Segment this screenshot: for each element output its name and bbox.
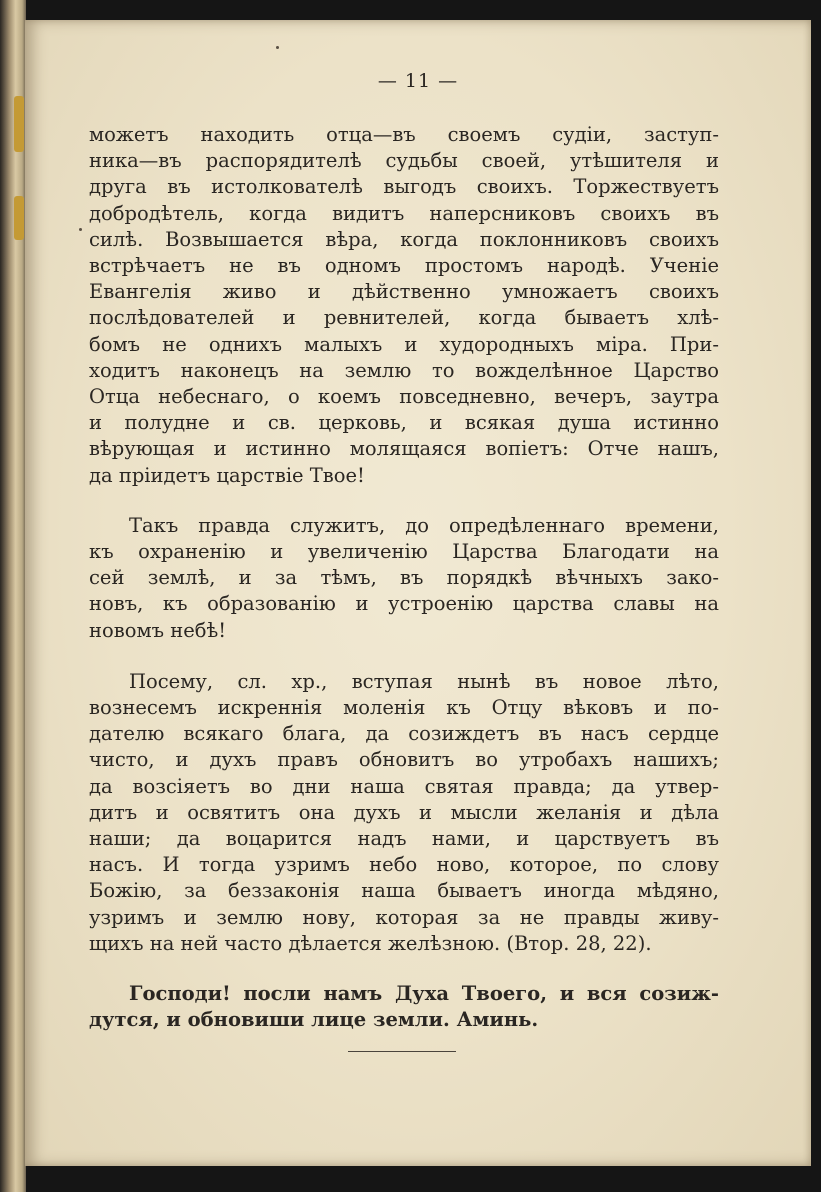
- paper-speck: [276, 46, 279, 49]
- text-line: Евангелія живо и дѣйственно умножаетъ своихъ: [89, 280, 719, 304]
- previous-page-edge: [0, 0, 26, 1192]
- closing-prayer: [89, 981, 719, 1033]
- text-line: новомъ небѣ!: [89, 618, 227, 642]
- paragraph-3: [89, 669, 719, 957]
- text-line: дутся, и обновиши лице земли. Аминь.: [89, 1008, 539, 1032]
- end-rule: [348, 1051, 456, 1052]
- text-line: Отца небеснаго, о коемъ повседневно, вечеръ, заутра: [89, 385, 719, 409]
- paragraph-1: [89, 122, 719, 489]
- book-page: [25, 20, 811, 1166]
- text-line: и полудне и св. церковь, и всякая душа истинно: [89, 411, 719, 435]
- text-line: послѣдователей и ревнителей, когда бываетъ хлѣ-: [89, 306, 719, 330]
- text-line: Такъ правда служитъ, до опредѣленнаго времени,: [129, 513, 719, 537]
- text-line: насъ. И тогда узримъ небо ново, которое, по слову: [89, 853, 719, 877]
- binding-mark: [14, 96, 24, 152]
- text-line: вознесемъ искреннія моленія къ Отцу вѣковъ и по-: [89, 696, 719, 720]
- text-line: да возсіяетъ во дни наша святая правда; да утвер-: [89, 774, 719, 798]
- text-line: Господи! посли намъ Духа Твоего, и вся созиж-: [129, 982, 719, 1006]
- paper-speck: [79, 228, 82, 231]
- text-line: чисто, и духъ правъ обновитъ во утробахъ нашихъ;: [89, 748, 719, 772]
- text-line: встрѣчаетъ не въ одномъ простомъ народѣ. Ученіе: [89, 254, 719, 278]
- text-line: ходитъ наконецъ на землю то вожделѣнное Царство: [89, 358, 719, 382]
- page-number: — 11 —: [377, 70, 459, 92]
- text-line: сей землѣ, и за тѣмъ, въ порядкѣ вѣчныхъ зако-: [89, 566, 719, 590]
- text-line: Посему, сл. хр., вступая нынѣ въ новое лѣто,: [129, 669, 719, 693]
- text-line: добродѣтель, когда видитъ наперсниковъ своихъ въ: [89, 201, 719, 225]
- text-line: можетъ находить отца—въ своемъ судіи, заступ-: [89, 123, 719, 146]
- text-line: Божію, за беззаконія наша бываетъ иногда мѣдяно,: [89, 879, 719, 903]
- text-line: да пріидетъ царствіе Твое!: [89, 463, 365, 487]
- paragraph-2: [89, 513, 719, 644]
- text-line: вѣрующая и истинно молящаяся вопіетъ: Отче нашъ,: [89, 437, 719, 461]
- text-line: узримъ и землю нову, которая за не правды живу-: [89, 905, 719, 929]
- body-text: [89, 122, 719, 1034]
- text-line: новъ, къ образованію и устроенію царства славы на: [89, 592, 719, 616]
- text-line: дателю всякаго блага, да созиждетъ въ насъ сердце: [89, 722, 719, 746]
- text-line: къ охраненію и увеличенію Царства Благодати на: [89, 540, 719, 564]
- text-line: ника—въ распорядителѣ судьбы своей, утѣшителя и: [89, 149, 719, 173]
- text-line: наши; да воцарится надъ нами, и царствуетъ въ: [89, 827, 719, 851]
- text-line: друга въ истолкователѣ выгодъ своихъ. Торжествуетъ: [89, 175, 719, 199]
- text-line: дитъ и освятитъ она духъ и мысли желанія и дѣла: [89, 800, 719, 824]
- binding-mark: [14, 196, 24, 240]
- text-line: бомъ не однихъ малыхъ и худородныхъ міра. При-: [89, 332, 719, 356]
- text-line: силѣ. Возвышается вѣра, когда поклонниковъ своихъ: [89, 227, 719, 251]
- text-line: щихъ на ней часто дѣлается желѣзною. (Втор. 28, 22).: [89, 931, 652, 955]
